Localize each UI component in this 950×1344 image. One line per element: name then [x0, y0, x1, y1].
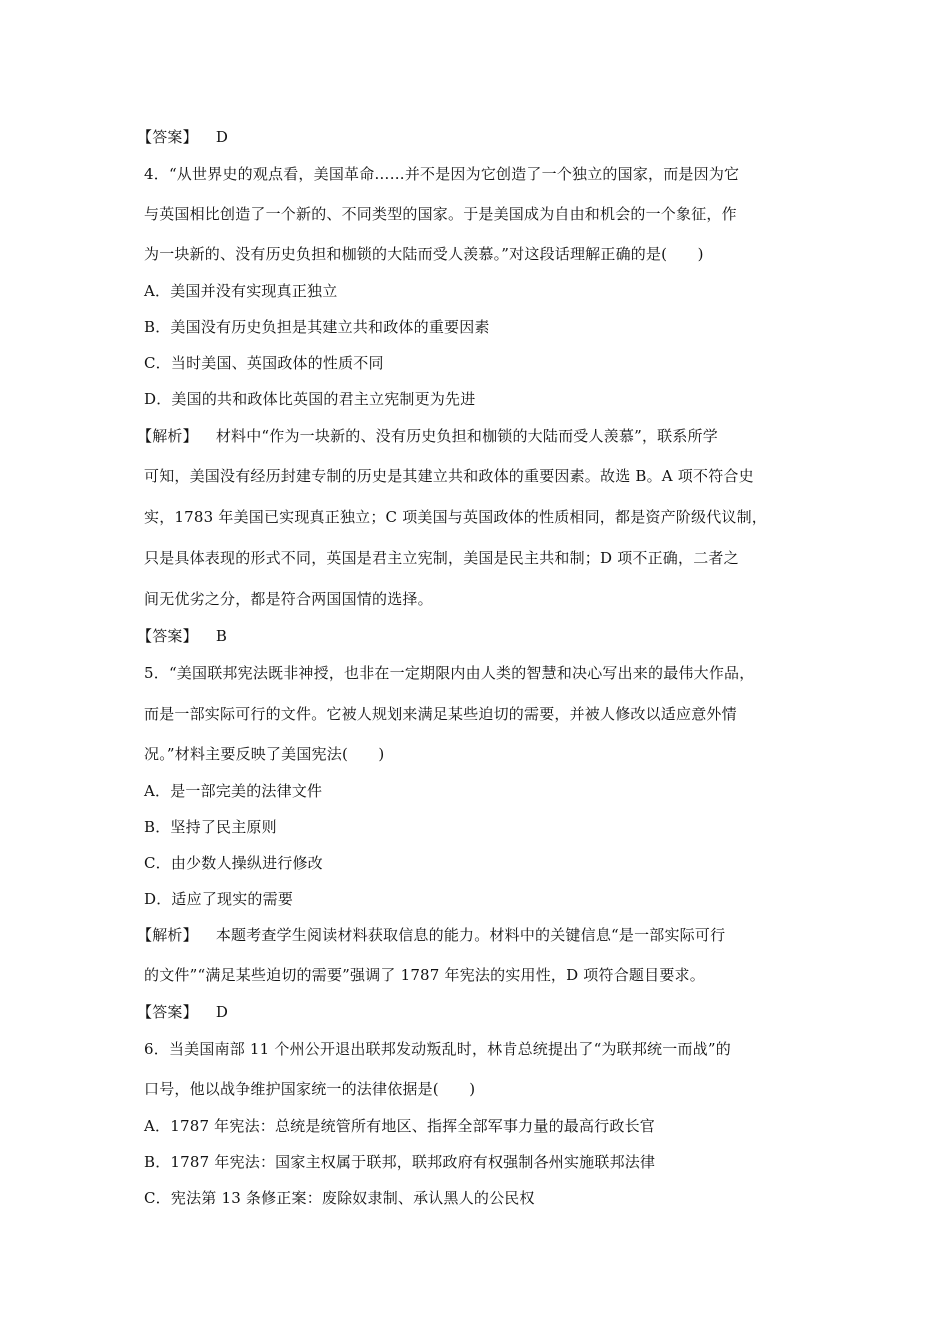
question-4-line-3: 为一块新的、没有历史负担和枷锁的大陆而受人羡慕。”对这段话理解正确的是( ): [144, 245, 704, 263]
question-6-line-1: 6．当美国南部 11 个州公开退出联邦发动叛乱时，林肯总统提出了“为联邦统一而战”的: [144, 1040, 731, 1058]
answer-line: [137, 1002, 807, 1022]
analysis-line-5: 间无优劣之分，都是符合两国国情的选择。: [144, 590, 433, 608]
question-5-line-1: 5．“美国联邦宪法既非神授，也非在一定期限内由人类的智慧和决心写出来的最伟大作品，: [144, 664, 755, 682]
analysis-tag: 【解析】: [137, 926, 198, 944]
analysis-line-2: 的文件”“满足某些迫切的需要”强调了 1787 年宪法的实用性，D 项符合题目要求。: [144, 966, 705, 984]
analysis-line: [137, 925, 807, 945]
option-c: C．当时美国、英国政体的性质不同: [144, 354, 384, 372]
question-4-line-2: 与英国相比创造了一个新的、不同类型的国家。于是美国成为自由和机会的一个象征，作: [144, 205, 737, 223]
answer-line: [137, 127, 807, 147]
analysis-line-4: 只是具体表现的形式不同，英国是君主立宪制，美国是民主共和制；D 项不正确，二者之: [144, 549, 739, 567]
analysis-line-3: 实，1783 年美国已实现真正独立；C 项美国与英国政体的性质相同，都是资产阶级代议制，: [144, 508, 767, 526]
analysis-line: [137, 426, 807, 446]
answer-value: D: [215, 128, 229, 146]
question-5-line-3: 况。”材料主要反映了美国宪法( ): [144, 745, 385, 763]
analysis-text: 本题考查学生阅读材料获取信息的能力。材料中的关键信息“是一部实际可行: [215, 926, 726, 944]
option-d: D．美国的共和政体比英国的君主立宪制更为先进: [144, 390, 476, 408]
question-6-line-2: 口号，他以战争维护国家统一的法律依据是( ): [144, 1080, 476, 1098]
answer-value: B: [215, 627, 228, 645]
option-b: B．美国没有历史负担是其建立共和政体的重要因素: [144, 318, 490, 336]
answer-tag: 【答案】: [137, 627, 198, 645]
option-a: A．1787 年宪法：总统是统管所有地区、指挥全部军事力量的最高行政长官: [144, 1117, 655, 1135]
analysis-line-2: 可知，美国没有经历封建专制的历史是其建立共和政体的重要因素。故选 B。A 项不符合史: [144, 467, 754, 485]
analysis-tag: 【解析】: [137, 427, 198, 445]
option-c: C．由少数人操纵进行修改: [144, 854, 323, 872]
question-4-line-1: 4．“从世界史的观点看，美国革命……并不是因为它创造了一个独立的国家，而是因为它: [144, 165, 740, 183]
analysis-text: 材料中“作为一块新的、没有历史负担和枷锁的大陆而受人羡慕”，联系所学: [215, 427, 718, 445]
option-b: B．1787 年宪法：国家主权属于联邦，联邦政府有权强制各州实施联邦法律: [144, 1153, 656, 1171]
answer-tag: 【答案】: [137, 128, 198, 146]
option-a: A．是一部完美的法律文件: [144, 782, 323, 800]
answer-line: [137, 626, 807, 646]
option-c: C．宪法第 13 条修正案：废除奴隶制、承认黑人的公民权: [144, 1189, 535, 1207]
question-5-line-2: 而是一部实际可行的文件。它被人规划来满足某些迫切的需要，并被人修改以适应意外情: [144, 705, 737, 723]
answer-tag: 【答案】: [137, 1003, 198, 1021]
option-b: B．坚持了民主原则: [144, 818, 277, 836]
answer-value: D: [215, 1003, 229, 1021]
option-d: D．适应了现实的需要: [144, 890, 294, 908]
option-a: A．美国并没有实现真正独立: [144, 282, 338, 300]
